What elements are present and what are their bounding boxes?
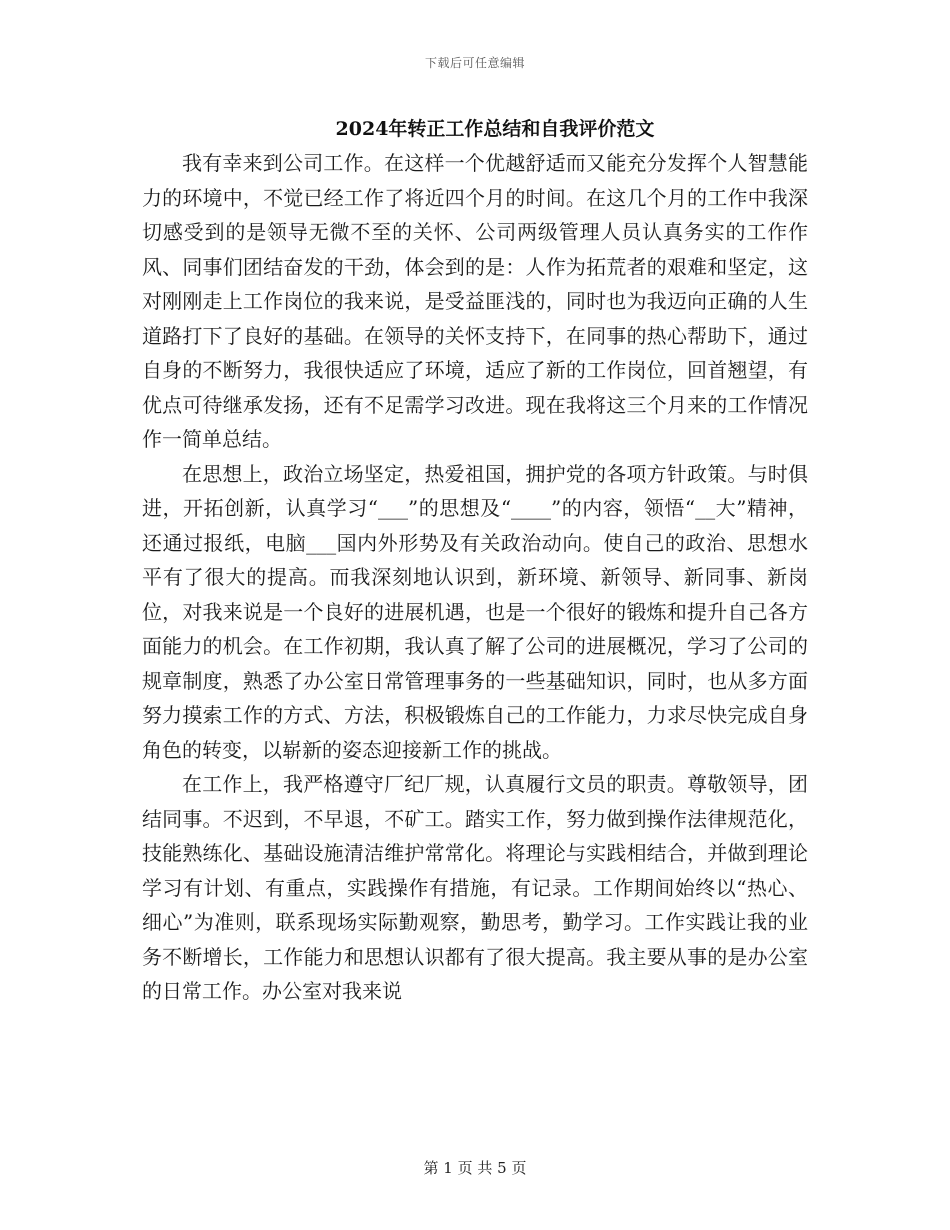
paragraph-work: 在工作上，我严格遵守厂纪厂规，认真履行文员的职责。尊敬领导，团结同事。不迟到，不早退，不矿工。踏实工作，努力做到操作法律规范化，技能熟练化、基础设施清洁维护常常化。将理论与实践相结合，并做到理论学习有计划、有重点，实践操作有措施，有记录。工作期间始终以“热心、细心”为准则，联系现场实际勤观察，勤思考，勤学习。工作实践让我的业务不断增长，工作能力和思想认识都有了很大提高。我主要从事的是办公室的日常工作。办公室对我来说	[142, 772, 808, 1003]
page-number-indicator: 第 1 页 共 5 页	[423, 1159, 527, 1177]
document-title: 2024年转正工作总结和自我评价范文	[335, 118, 655, 140]
paragraph-ideology: 在思想上，政治立场坚定，热爱祖国，拥护党的各项方针政策。与时俱进，开拓创新，认真学习“___”的思想及“____”的内容，领悟“__大”精神，还通过报纸，电脑___国内外形势及有关政治动向。使自己的政治、思想水平有了很大的提高。而我深刻地认识到，新环境、新领导、新同事、新岗位，对我来说是一个良好的进展机遇，也是一个很好的锻炼和提升自己各方面能力的机会。在工作初期，我认真了解了公司的进展概况，学习了公司的规章制度，熟悉了办公室日常管理事务的一些基础知识，同时，也从多方面努力摸索工作的方式、方法，积极锻炼自己的工作能力，力求尽快完成自身角色的转变，以崭新的姿态迎接新工作的挑战。	[142, 461, 808, 762]
page-header-note: 下载后可任意编辑	[424, 56, 525, 70]
paragraph-introduction: 我有幸来到公司工作。在这样一个优越舒适而又能充分发挥个人智慧能力的环境中，不觉已经工作了将近四个月的时间。在这几个月的工作中我深切感受到的是领导无微不至的关怀、公司两级管理人员认真务实的工作作风、同事们团结奋发的干劲，体会到的是：人作为拓荒者的艰难和坚定，这对刚刚走上工作岗位的我来说，是受益匪浅的，同时也为我迈向正确的人生道路打下了良好的基础。在领导的关怀支持下，在同事的热心帮助下，通过自身的不断努力，我很快适应了环境，适应了新的工作岗位，回首翘望，有优点可待继承发扬，还有不足需学习改进。现在我将这三个月来的工作情况作一简单总结。	[142, 151, 808, 451]
document-body	[142, 146, 808, 1009]
